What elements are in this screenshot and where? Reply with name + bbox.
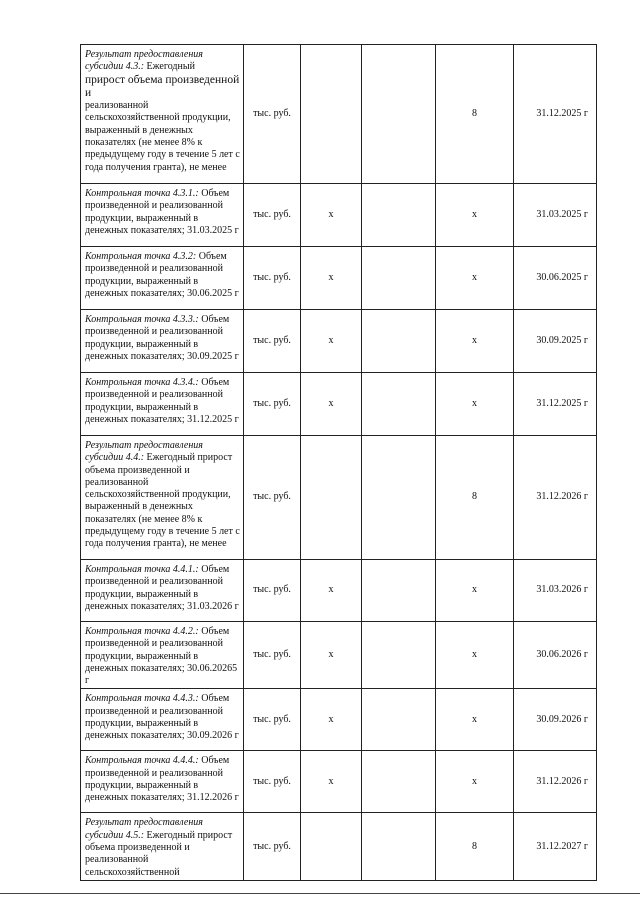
x-mark-cell: х [301,310,362,373]
empty-cell [362,310,436,373]
value-cell: 8 [436,813,514,880]
indicator-name-cell [81,751,244,813]
date-cell: 31.12.2026 г [514,436,597,560]
empty-cell [362,813,436,880]
indicator-text: Объем произведенной и реализованной продукции, выраженный в денежных показателях; 31.12.2026 г [85,755,239,804]
value-cell: 8 [436,436,514,560]
checkpoint-row [81,247,597,310]
table-body [81,45,597,881]
date-cell: 30.09.2025 г [514,310,597,373]
indicator-prefix: Результат предоставления субсидии 4.3.: [85,49,203,73]
empty-cell [362,436,436,560]
indicator-prefix: Результат предоставления субсидии 4.4.: [85,440,203,464]
unit-cell: тыс. руб. [244,560,301,622]
indicator-name-cell [81,689,244,751]
value-cell: х [436,751,514,813]
value-cell: х [436,184,514,247]
x-mark-cell: х [301,622,362,689]
indicator-prefix: Контрольная точка 4.3.4.: [85,377,199,388]
unit-cell: тыс. руб. [244,184,301,247]
indicator-text-continued: реализованной сельскохозяйственной продукции, выраженный в денежных показателях (не менее 8% к предыдущему году в течение 5 лет с года получения гранта), не менее [85,100,240,173]
empty-cell [362,247,436,310]
indicator-text: Объем произведенной и реализованной продукции, выраженный в денежных показателях; 30.09.2025 г [85,314,239,362]
unit-cell: тыс. руб. [244,689,301,751]
empty-cell [362,45,436,184]
x-mark-cell: х [301,247,362,310]
indicator-text: Объем произведенной и реализованной продукции, выраженный в денежных показателях; 30.06.20265 г [85,626,238,687]
indicator-prefix: Контрольная точка 4.4.1.: [85,564,199,575]
checkpoint-row [81,560,597,622]
checkpoint-row [81,622,597,689]
unit-cell: тыс. руб. [244,436,301,560]
indicator-name-cell [81,184,244,247]
value-cell: х [436,247,514,310]
checkpoint-row [81,373,597,436]
unit-cell: тыс. руб. [244,247,301,310]
checkpoint-row [81,689,597,751]
value-cell: х [436,689,514,751]
unit-cell: тыс. руб. [244,813,301,880]
indicator-text: Объем произведенной и реализованной продукции, выраженный в денежных показателях; 31.12.2025 г [85,377,239,425]
date-cell: 30.06.2026 г [514,622,597,689]
empty-cell [362,622,436,689]
value-cell: х [436,622,514,689]
indicator-prefix: Контрольная точка 4.4.3.: [85,693,199,705]
indicator-name-cell [81,813,244,880]
indicator-name-cell [81,622,244,689]
indicator-prefix: Контрольная точка 4.4.4.: [85,755,199,767]
indicator-prefix: Результат предоставления субсидии 4.5.: [85,817,203,841]
checkpoint-row [81,184,597,247]
empty-cell [362,751,436,813]
indicator-text: Объем произведенной и реализованной продукции, выраженный в денежных показателях; 30.09.2026 г [85,693,239,742]
date-cell: 31.12.2025 г [514,45,597,184]
indicator-name-cell [81,45,244,184]
date-cell: 30.09.2026 г [514,689,597,751]
indicator-text-large: прирост объема произведенной и [85,73,240,99]
result-row [81,436,597,560]
unit-cell: тыс. руб. [244,751,301,813]
x-mark-cell [301,436,362,560]
indicator-prefix: Контрольная точка 4.3.3.: [85,314,199,325]
indicator-name-cell [81,560,244,622]
value-cell: х [436,373,514,436]
x-mark-cell [301,45,362,184]
date-cell: 31.03.2025 г [514,184,597,247]
indicator-text: Ежегодный прирост объема произведенной и реализованной сельскохозяйственной продукции, выраженный в денежных показателях (не менее 8% к предыдущему году в течение 5 лет с года получения гранта), не менее [85,452,240,550]
x-mark-cell: х [301,689,362,751]
value-cell: 8 [436,45,514,184]
value-cell: х [436,310,514,373]
indicator-text: Объем произведенной и реализованной продукции, выраженный в денежных показателях; 31.03.2026 г [85,564,239,612]
indicator-text: Объем произведенной и реализованной продукции, выраженный в денежных показателях; 30.06.2025 г [85,251,239,299]
date-cell: 30.06.2025 г [514,247,597,310]
indicator-prefix: Контрольная точка 4.3.1.: [85,188,199,199]
date-cell: 31.12.2025 г [514,373,597,436]
checkpoint-row [81,310,597,373]
indicator-name-cell [81,373,244,436]
indicator-text: Объем произведенной и реализованной продукции, выраженный в денежных показателях; 31.03.2025 г [85,188,239,236]
page-bottom-rule [0,893,640,894]
empty-cell [362,373,436,436]
indicators-table [80,44,597,881]
date-cell: 31.03.2026 г [514,560,597,622]
indicator-prefix: Контрольная точка 4.3.2: [85,251,197,262]
value-cell: х [436,560,514,622]
x-mark-cell: х [301,751,362,813]
indicator-name-cell [81,247,244,310]
unit-cell: тыс. руб. [244,373,301,436]
empty-cell [362,689,436,751]
unit-cell: тыс. руб. [244,622,301,689]
x-mark-cell [301,813,362,880]
date-cell: 31.12.2026 г [514,751,597,813]
result-row [81,813,597,880]
indicator-name-cell [81,310,244,373]
x-mark-cell: х [301,560,362,622]
indicator-prefix: Контрольная точка 4.4.2.: [85,626,199,637]
date-cell: 31.12.2027 г [514,813,597,880]
unit-cell: тыс. руб. [244,310,301,373]
unit-cell: тыс. руб. [244,45,301,184]
indicator-text: Ежегодный [146,61,195,73]
indicator-text: Ежегодный прирост объема произведенной и реализованной сельскохозяйственной [85,829,233,878]
x-mark-cell: х [301,373,362,436]
result-row [81,45,597,184]
indicator-name-cell [81,436,244,560]
empty-cell [362,184,436,247]
empty-cell [362,560,436,622]
checkpoint-row [81,751,597,813]
x-mark-cell: х [301,184,362,247]
